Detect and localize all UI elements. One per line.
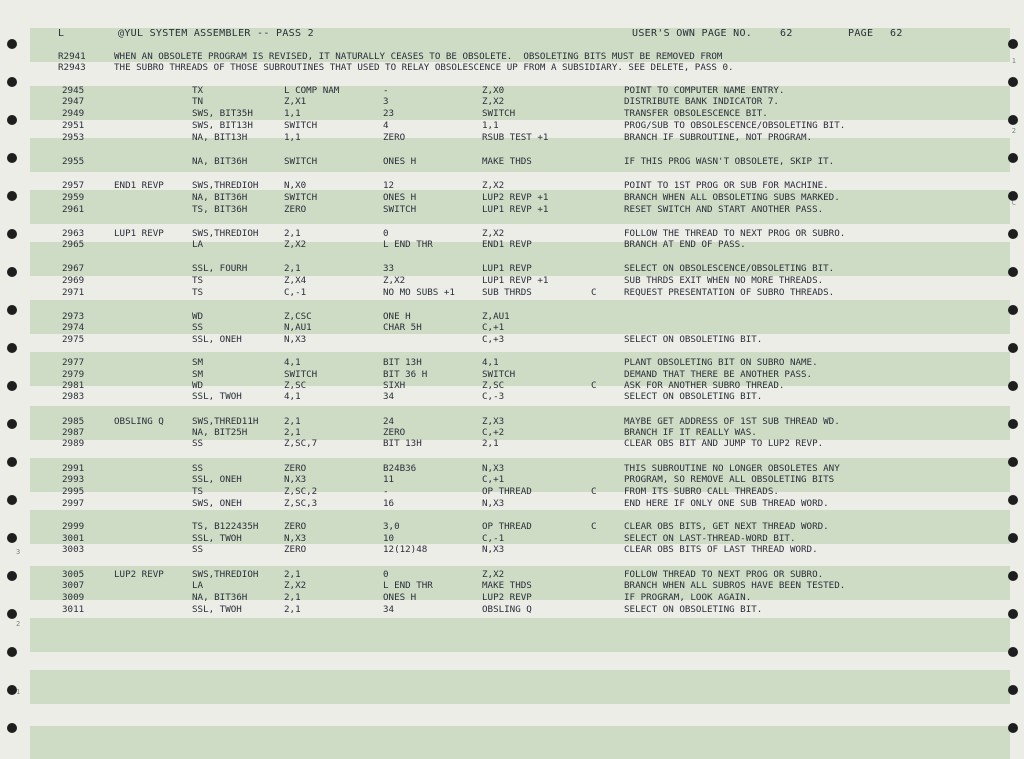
- operand-a: 1,1: [284, 108, 301, 119]
- listing-row: [0, 108, 1000, 119]
- operation: TS: [192, 287, 204, 298]
- operand-a: 2,1: [284, 592, 301, 603]
- line-number: 2989: [62, 438, 85, 449]
- operand-a: ZERO: [284, 204, 307, 215]
- operation: TN: [192, 96, 204, 107]
- header-left-code: L: [58, 28, 65, 39]
- comment: DISTRIBUTE BANK INDICATOR 7.: [624, 96, 779, 107]
- operand-b: BIT 13H: [383, 357, 422, 368]
- operation: TS, B122435H: [192, 521, 259, 532]
- operand-c: Z,X3: [482, 416, 505, 427]
- operand-c: SWITCH: [482, 369, 516, 380]
- line-number: 2975: [62, 334, 85, 345]
- operand-a: Z,SC,3: [284, 498, 318, 509]
- operand-a: N,AU1: [284, 322, 312, 333]
- operand-b: ZERO: [383, 427, 406, 438]
- left-margin-mark: 1: [16, 688, 21, 696]
- operation: TX: [192, 85, 204, 96]
- operand-a: SWITCH: [284, 156, 318, 167]
- header-title: @YUL SYSTEM ASSEMBLER -- PASS 2: [118, 28, 314, 39]
- flag: C: [591, 287, 597, 298]
- comment: BRANCH IF SUBROUTINE, NOT PROGRAM.: [624, 132, 813, 143]
- operation: TS: [192, 275, 204, 286]
- line-number: 2999: [62, 521, 85, 532]
- left-margin-mark: 2: [16, 620, 21, 628]
- line-number: 2947: [62, 96, 85, 107]
- operand-c: Z,X2: [482, 228, 505, 239]
- comment: TRANSFER OBSOLESCENCE BIT.: [624, 108, 768, 119]
- operand-a: C,-1: [284, 287, 307, 298]
- operand-b: BIT 13H: [383, 438, 422, 449]
- line-number: 2993: [62, 474, 85, 485]
- operation: WD: [192, 380, 204, 391]
- operand-c: SUB THRDS: [482, 287, 532, 298]
- operand-c: OBSLING Q: [482, 604, 532, 615]
- operand-a: N,X0: [284, 180, 307, 191]
- operand-a: Z,X2: [284, 580, 307, 591]
- operand-a: N,X3: [284, 533, 307, 544]
- flag: C: [591, 380, 597, 391]
- operand-a: N,X3: [284, 474, 307, 485]
- operand-c: Z,SC: [482, 380, 505, 391]
- comment: MAYBE GET ADDRESS OF 1ST SUB THREAD WD.: [624, 416, 840, 427]
- comment: SELECT ON OBSOLETING BIT.: [624, 391, 763, 402]
- comment: SELECT ON LAST-THREAD-WORD BIT.: [624, 533, 796, 544]
- operand-a: Z,SC,2: [284, 486, 318, 497]
- comment: BRANCH AT END OF PASS.: [624, 239, 746, 250]
- location-label: LUP2 REVP: [114, 569, 164, 580]
- line-number: 2987: [62, 427, 85, 438]
- remark-id: R2941: [58, 51, 86, 62]
- listing-row: [0, 533, 1000, 544]
- operand-c: LUP2 REVP: [482, 592, 532, 603]
- line-number: 2967: [62, 263, 85, 274]
- operand-a: Z,SC: [284, 380, 307, 391]
- operation: LA: [192, 239, 204, 250]
- operation: SWS,THREDIOH: [192, 569, 259, 580]
- listing-row: [0, 311, 1000, 322]
- comment: SELECT ON OBSOLETING BIT.: [624, 334, 763, 345]
- remark-text: WHEN AN OBSOLETE PROGRAM IS REVISED, IT NATURALLY CEASES TO BE OBSOLETE. OBSOLETING BITS MUST BE REMOVED FROM: [114, 51, 723, 62]
- operand-b: 10: [383, 533, 395, 544]
- operand-a: SWITCH: [284, 120, 318, 131]
- operand-b: 11: [383, 474, 395, 485]
- operand-b: 16: [383, 498, 395, 509]
- operation: SSL, TWOH: [192, 391, 242, 402]
- operand-a: Z,X2: [284, 239, 307, 250]
- comment: PROGRAM, SO REMOVE ALL OBSOLETING BITS: [624, 474, 835, 485]
- operation: SWS, BIT13H: [192, 120, 253, 131]
- operand-c: Z,X2: [482, 180, 505, 191]
- right-margin-mark: 1: [1011, 57, 1016, 65]
- operand-b: 4: [383, 120, 389, 131]
- line-number: 3011: [62, 604, 85, 615]
- remark-text: THE SUBRO THREADS OF THOSE SUBROUTINES THAT USED TO RELAY OBSOLESCENCE UP FROM A SUBSIDIARY. SEE DELETE, PASS 0.: [114, 62, 734, 73]
- operation: SS: [192, 438, 204, 449]
- operand-b: ONES H: [383, 592, 417, 603]
- comment: THIS SUBROUTINE NO LONGER OBSOLETES ANY: [624, 463, 840, 474]
- operation: SM: [192, 369, 204, 380]
- operand-c: Z,X0: [482, 85, 505, 96]
- operation: LA: [192, 580, 204, 591]
- listing-row: [0, 132, 1000, 143]
- operand-b: 3: [383, 96, 389, 107]
- location-label: LUP1 REVP: [114, 228, 164, 239]
- operand-a: 2,1: [284, 263, 301, 274]
- comment: SELECT ON OBSOLETING BIT.: [624, 604, 763, 615]
- listing-row: [0, 96, 1000, 107]
- comment: POINT TO 1ST PROG OR SUB FOR MACHINE.: [624, 180, 829, 191]
- line-number: 3007: [62, 580, 85, 591]
- operand-a: ZERO: [284, 521, 307, 532]
- line-number: 2959: [62, 192, 85, 203]
- line-number: 2974: [62, 322, 85, 333]
- operand-b: NO MO SUBS +1: [383, 287, 455, 298]
- comment: FOLLOW THE THREAD TO NEXT PROG OR SUBRO.: [624, 228, 846, 239]
- operand-b: 34: [383, 604, 395, 615]
- line-number: 2961: [62, 204, 85, 215]
- operand-b: 34: [383, 391, 395, 402]
- comment: PROG/SUB TO OBSOLESCENCE/OBSOLETING BIT.: [624, 120, 846, 131]
- operation: SS: [192, 322, 204, 333]
- listing-row: [0, 85, 1000, 96]
- listing-row: [0, 204, 1000, 215]
- line-number: 2995: [62, 486, 85, 497]
- operand-c: Z,X2: [482, 569, 505, 580]
- operation: SWS,THRED11H: [192, 416, 259, 427]
- operand-c: C,+2: [482, 427, 505, 438]
- header-page-label: PAGE: [848, 28, 874, 39]
- operation: TS, BIT36H: [192, 204, 248, 215]
- operand-a: 2,1: [284, 228, 301, 239]
- operand-b: L END THR: [383, 239, 433, 250]
- listing-row: [0, 357, 1000, 368]
- listing-row: [0, 322, 1000, 333]
- operand-a: 4,1: [284, 357, 301, 368]
- operand-c: Z,X2: [482, 96, 505, 107]
- listing-row: [0, 474, 1000, 485]
- listing-row: [0, 275, 1000, 286]
- operand-a: ZERO: [284, 544, 307, 555]
- operand-c: MAKE THDS: [482, 580, 532, 591]
- line-number: 2981: [62, 380, 85, 391]
- header-users-page-value: 62: [780, 28, 793, 39]
- listing-row: [0, 287, 1000, 298]
- comment: REQUEST PRESENTATION OF SUBRO THREADS.: [624, 287, 835, 298]
- remark-id: R2943: [58, 62, 86, 73]
- comment: CLEAR OBS BITS, GET NEXT THREAD WORD.: [624, 521, 829, 532]
- comment: PLANT OBSOLETING BIT ON SUBRO NAME.: [624, 357, 818, 368]
- listing-row: [0, 369, 1000, 380]
- operation: SSL, TWOH: [192, 533, 242, 544]
- operation: SS: [192, 544, 204, 555]
- line-number: 2963: [62, 228, 85, 239]
- operand-b: BIT 36 H: [383, 369, 428, 380]
- right-margin-mark: C: [1011, 199, 1016, 207]
- operand-b: B24B36: [383, 463, 417, 474]
- operation: SWS, BIT35H: [192, 108, 253, 119]
- operand-a: 2,1: [284, 427, 301, 438]
- comment: SUB THRDS EXIT WHEN NO MORE THREADS.: [624, 275, 824, 286]
- listing-row: [0, 498, 1000, 509]
- line-number: 3009: [62, 592, 85, 603]
- comment: BRANCH WHEN ALL SUBROS HAVE BEEN TESTED.: [624, 580, 846, 591]
- operand-b: -: [383, 85, 389, 96]
- operand-b: ONES H: [383, 192, 417, 203]
- operation: TS: [192, 486, 204, 497]
- comment: CLEAR OBS BIT AND JUMP TO LUP2 REVP.: [624, 438, 824, 449]
- line-number: 2951: [62, 120, 85, 131]
- operand-a: Z,X4: [284, 275, 307, 286]
- operand-c: RSUB TEST +1: [482, 132, 549, 143]
- comment: BRANCH IF IT REALLY WAS.: [624, 427, 757, 438]
- operation: SWS,THREDIOH: [192, 228, 259, 239]
- comment: IF PROGRAM, LOOK AGAIN.: [624, 592, 752, 603]
- listing-row: [0, 569, 1000, 580]
- left-margin-mark: 3: [16, 548, 21, 556]
- listing-row: [0, 544, 1000, 555]
- line-number: 2973: [62, 311, 85, 322]
- operand-c: SWITCH: [482, 108, 516, 119]
- operation: SS: [192, 463, 204, 474]
- listing-row: [0, 156, 1000, 167]
- operation: SSL, FOURH: [192, 263, 248, 274]
- operand-b: 0: [383, 228, 389, 239]
- operand-b: ZERO: [383, 132, 406, 143]
- operand-c: C,+3: [482, 334, 505, 345]
- operation: NA, BIT36H: [192, 592, 248, 603]
- operation: WD: [192, 311, 204, 322]
- listing-row: [0, 521, 1000, 532]
- operand-c: C,-1: [482, 533, 505, 544]
- operand-c: LUP1 REVP +1: [482, 275, 549, 286]
- listing-row: [0, 239, 1000, 250]
- operand-c: 4,1: [482, 357, 499, 368]
- operand-a: 4,1: [284, 391, 301, 402]
- operation: SWS,THREDIOH: [192, 180, 259, 191]
- line-number: 2955: [62, 156, 85, 167]
- line-number: 2953: [62, 132, 85, 143]
- operand-b: Z,X2: [383, 275, 406, 286]
- line-number: 2991: [62, 463, 85, 474]
- line-number: 2945: [62, 85, 85, 96]
- operand-c: C,+1: [482, 474, 505, 485]
- operand-c: N,X3: [482, 463, 505, 474]
- comment: RESET SWITCH AND START ANOTHER PASS.: [624, 204, 824, 215]
- listing-row: [0, 580, 1000, 591]
- operation: SM: [192, 357, 204, 368]
- listing-row: [0, 180, 1000, 191]
- operand-c: MAKE THDS: [482, 156, 532, 167]
- operand-b: -: [383, 486, 389, 497]
- comment: IF THIS PROG WASN'T OBSOLETE, SKIP IT.: [624, 156, 835, 167]
- operation: NA, BIT13H: [192, 132, 248, 143]
- comment: END HERE IF ONLY ONE SUB THREAD WORD.: [624, 498, 829, 509]
- operand-c: LUP1 REVP +1: [482, 204, 549, 215]
- comment: FROM ITS SUBRO CALL THREADS.: [624, 486, 779, 497]
- operand-a: 2,1: [284, 416, 301, 427]
- operation: SSL, TWOH: [192, 604, 242, 615]
- operand-a: SWITCH: [284, 369, 318, 380]
- line-number: 2985: [62, 416, 85, 427]
- comment: DEMAND THAT THERE BE ANOTHER PASS.: [624, 369, 813, 380]
- operand-a: Z,X1: [284, 96, 307, 107]
- listing-row: [0, 263, 1000, 274]
- line-number: 2977: [62, 357, 85, 368]
- line-number: 2979: [62, 369, 85, 380]
- operand-c: 2,1: [482, 438, 499, 449]
- line-number: 2969: [62, 275, 85, 286]
- operand-b: SIXH: [383, 380, 406, 391]
- operand-a: SWITCH: [284, 192, 318, 203]
- operation: NA, BIT36H: [192, 156, 248, 167]
- line-number: 2997: [62, 498, 85, 509]
- operation: SWS, ONEH: [192, 498, 242, 509]
- listing-row: [0, 120, 1000, 131]
- listing-row: [0, 380, 1000, 391]
- listing-row: [0, 463, 1000, 474]
- listing-row: [0, 334, 1000, 345]
- operand-c: Z,AU1: [482, 311, 510, 322]
- operand-c: N,X3: [482, 498, 505, 509]
- comment: ASK FOR ANOTHER SUBRO THREAD.: [624, 380, 785, 391]
- location-label: OBSLING Q: [114, 416, 164, 427]
- operand-b: 23: [383, 108, 395, 119]
- operand-b: 0: [383, 569, 389, 580]
- operand-c: N,X3: [482, 544, 505, 555]
- line-number: 2957: [62, 180, 85, 191]
- listing-row: [0, 427, 1000, 438]
- comment: BRANCH WHEN ALL OBSOLETING SUBS MARKED.: [624, 192, 840, 203]
- operand-b: 12: [383, 180, 395, 191]
- comment: FOLLOW THREAD TO NEXT PROG OR SUBRO.: [624, 569, 824, 580]
- operand-a: 1,1: [284, 132, 301, 143]
- operand-b: 33: [383, 263, 395, 274]
- location-label: END1 REVP: [114, 180, 164, 191]
- operand-b: CHAR 5H: [383, 322, 422, 333]
- listing-row: [0, 486, 1000, 497]
- listing-row: [0, 391, 1000, 402]
- listing-row: [0, 192, 1000, 203]
- operand-b: SWITCH: [383, 204, 417, 215]
- line-number: 2965: [62, 239, 85, 250]
- line-number: 2949: [62, 108, 85, 119]
- operand-c: OP THREAD: [482, 521, 532, 532]
- header-page-value: 62: [890, 28, 903, 39]
- line-number: 3005: [62, 569, 85, 580]
- operand-a: 2,1: [284, 569, 301, 580]
- operand-c: C,+1: [482, 322, 505, 333]
- header-users-page-label: USER'S OWN PAGE NO.: [632, 28, 753, 39]
- operand-c: C,-3: [482, 391, 505, 402]
- operand-b: L END THR: [383, 580, 433, 591]
- operand-b: 24: [383, 416, 395, 427]
- listing-row: [0, 438, 1000, 449]
- listing-row: [0, 416, 1000, 427]
- flag: C: [591, 521, 597, 532]
- operand-a: Z,SC,7: [284, 438, 318, 449]
- operand-c: 1,1: [482, 120, 499, 131]
- operand-c: LUP1 REVP: [482, 263, 532, 274]
- listing-row: [0, 604, 1000, 615]
- operand-a: Z,CSC: [284, 311, 312, 322]
- comment: SELECT ON OBSOLESCENCE/OBSOLETING BIT.: [624, 263, 835, 274]
- operand-a: 2,1: [284, 604, 301, 615]
- line-number: 2971: [62, 287, 85, 298]
- right-margin-mark: 2: [1011, 127, 1016, 135]
- comment: POINT TO COMPUTER NAME ENTRY.: [624, 85, 785, 96]
- operand-c: END1 REVP: [482, 239, 532, 250]
- operation: NA, BIT25H: [192, 427, 248, 438]
- comment: CLEAR OBS BITS OF LAST THREAD WORD.: [624, 544, 818, 555]
- flag: C: [591, 486, 597, 497]
- operand-c: LUP2 REVP +1: [482, 192, 549, 203]
- operand-a: L COMP NAM: [284, 85, 340, 96]
- operand-a: ZERO: [284, 463, 307, 474]
- operand-b: ONE H: [383, 311, 411, 322]
- listing-row: [0, 592, 1000, 603]
- operation: SSL, ONEH: [192, 474, 242, 485]
- listing-row: [0, 228, 1000, 239]
- operand-a: N,X3: [284, 334, 307, 345]
- line-number: 3001: [62, 533, 85, 544]
- line-number: 3003: [62, 544, 85, 555]
- operand-b: ONES H: [383, 156, 417, 167]
- operand-b: 3,0: [383, 521, 400, 532]
- operation: SSL, ONEH: [192, 334, 242, 345]
- operation: NA, BIT36H: [192, 192, 248, 203]
- line-number: 2983: [62, 391, 85, 402]
- operand-c: OP THREAD: [482, 486, 532, 497]
- operand-b: 12(12)48: [383, 544, 428, 555]
